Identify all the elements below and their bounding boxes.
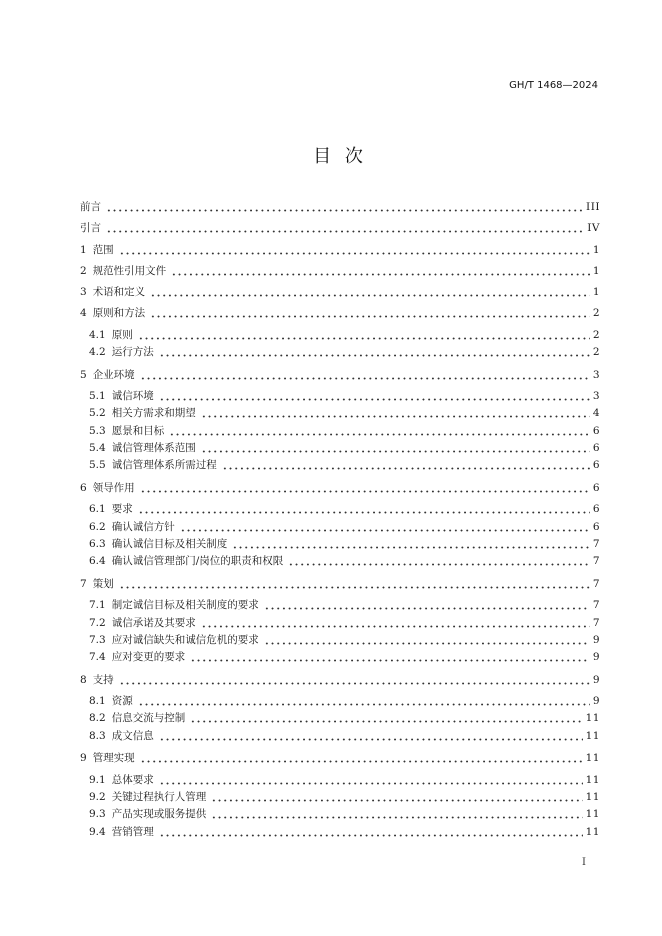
toc-subentry-title: 资源 <box>111 695 133 708</box>
toc-subentry-number: 7.1 <box>89 599 106 612</box>
toc-entry <box>80 576 600 593</box>
toc-entry-title: 术语和定义 <box>92 286 146 299</box>
toc-subentry-page: 11 <box>585 808 600 821</box>
toc-subentry-number: 5.1 <box>89 390 106 403</box>
toc-entry-title: 规范性引用文件 <box>92 264 167 277</box>
toc-entry-title: 管理实现 <box>92 752 135 765</box>
toc-subentry-page: 7 <box>592 555 600 568</box>
document-code-header: GH/T 1468—2024 <box>509 80 598 91</box>
toc-subentry <box>80 457 600 474</box>
toc-subentry-number: 9.1 <box>89 773 106 786</box>
dot-leader <box>190 710 582 727</box>
table-of-contents <box>80 199 600 841</box>
toc-subentry-title: 确认诚信目标及相关制度 <box>111 537 228 550</box>
toc-subentry-page: 11 <box>585 773 600 786</box>
toc-entry <box>80 750 600 767</box>
dot-leader <box>201 615 590 632</box>
dot-leader <box>159 344 590 361</box>
toc-entry-page: 3 <box>592 368 600 381</box>
toc-subentry <box>80 728 600 745</box>
toc-subentry-title: 诚信环境 <box>111 390 154 403</box>
dot-leader <box>150 305 590 322</box>
toc-subentry-number: 7.3 <box>89 633 106 646</box>
dot-leader <box>159 728 583 745</box>
toc-subentry-title: 应对变更的要求 <box>111 651 186 664</box>
toc-entry-page: 7 <box>592 577 600 590</box>
toc-entry-title: 领导作用 <box>92 481 135 494</box>
toc-subentry-title: 诚信承诺及其要求 <box>111 616 196 629</box>
dot-leader <box>171 263 590 280</box>
toc-entry-page: 9 <box>592 673 600 686</box>
toc-subentry-number: 7.2 <box>89 616 106 629</box>
toc-subentry <box>80 824 600 841</box>
dot-leader <box>159 388 590 405</box>
toc-subentry-page: 11 <box>585 791 600 804</box>
toc-entry-title: 引言 <box>80 222 101 235</box>
toc-subentry-title: 相关方需求和期望 <box>111 407 196 420</box>
toc-subentry <box>80 693 600 710</box>
toc-entry-number: 4 <box>80 307 87 320</box>
toc-subentry-page: 3 <box>592 390 600 403</box>
toc-subentry-number: 4.2 <box>89 346 106 359</box>
dot-leader <box>106 199 583 216</box>
toc-subentry <box>80 632 600 649</box>
toc-subentry <box>80 615 600 632</box>
toc-entry-title: 前言 <box>80 201 101 214</box>
toc-entry-number: 9 <box>80 752 87 765</box>
toc-subentry <box>80 536 600 553</box>
dot-leader <box>180 519 590 536</box>
dot-leader <box>138 693 590 710</box>
toc-entry-page: IV <box>587 222 600 235</box>
toc-subentry-page: 7 <box>592 537 600 550</box>
toc-subentry-page: 11 <box>585 712 600 725</box>
toc-subentry-page: 9 <box>592 695 600 708</box>
toc-subentry-page: 6 <box>592 442 600 454</box>
toc-subentry-number: 9.4 <box>89 825 106 838</box>
page-title: 目 次 <box>313 146 367 167</box>
toc-entry-page: 11 <box>585 752 600 765</box>
toc-entry-page: 1 <box>592 286 600 299</box>
toc-entry <box>80 480 600 497</box>
toc-entry-number: 1 <box>80 243 87 256</box>
toc-subentry-number: 5.2 <box>89 407 106 420</box>
dot-leader <box>150 284 590 301</box>
toc-subentry <box>80 344 600 361</box>
page-number: I <box>582 857 586 868</box>
toc-subentry-number: 9.2 <box>89 791 106 804</box>
toc-entry-number: 3 <box>80 286 87 299</box>
toc-subentry-number: 8.3 <box>89 729 106 742</box>
toc-entry <box>80 367 600 384</box>
dot-leader <box>159 772 583 789</box>
dot-leader <box>190 649 590 666</box>
toc-entry-number: 8 <box>80 673 87 686</box>
toc-subentry-title: 运行方法 <box>111 346 154 359</box>
toc-entry-number: 7 <box>80 577 87 590</box>
toc-subentry-title: 营销管理 <box>111 825 154 838</box>
toc-subentry <box>80 772 600 789</box>
toc-subentry-title: 产品实现或服务提供 <box>111 808 207 821</box>
toc-subentry-title: 关键过程执行人管理 <box>111 791 207 804</box>
toc-entry-title: 范围 <box>92 243 114 256</box>
toc-subentry-title: 原则 <box>111 328 133 341</box>
toc-entry <box>80 284 600 301</box>
toc-entry <box>80 672 600 689</box>
toc-entry-title: 企业环境 <box>92 368 135 381</box>
toc-subentry-page: 9 <box>592 633 600 646</box>
toc-subentry-page: 7 <box>592 616 600 629</box>
toc-subentry <box>80 806 600 823</box>
toc-subentry <box>80 423 600 440</box>
dot-leader <box>222 457 590 474</box>
toc-subentry-title: 诚信管理体系所需过程 <box>111 459 217 472</box>
toc-subentry <box>80 519 600 536</box>
toc-subentry-number: 6.4 <box>89 555 106 568</box>
toc-subentry-page: 2 <box>592 346 600 359</box>
dot-leader <box>288 553 590 570</box>
toc-entry-title: 支持 <box>92 673 114 686</box>
toc-subentry-number: 8.2 <box>89 712 106 725</box>
toc-subentry-page: 11 <box>585 729 600 742</box>
toc-subentry-number: 5.5 <box>89 459 106 472</box>
toc-subentry-title: 确认诚信管理部门/岗位的职责和权限 <box>111 555 284 568</box>
dot-leader <box>264 597 590 614</box>
dot-leader <box>159 824 583 841</box>
toc-subentry <box>80 710 600 727</box>
toc-entry-page: 2 <box>592 307 600 320</box>
toc-entry-number: 5 <box>80 368 87 381</box>
dot-leader <box>211 789 582 806</box>
toc-subentry <box>80 327 600 344</box>
toc-subentry-title: 愿景和目标 <box>111 424 165 437</box>
toc-subentry <box>80 405 600 422</box>
toc-subentry-page: 6 <box>592 459 600 472</box>
toc-entry-page: 6 <box>592 481 600 494</box>
dot-leader <box>264 632 590 649</box>
dot-leader <box>169 423 590 440</box>
toc-subentry-page: 6 <box>592 520 600 533</box>
dot-leader <box>106 220 584 237</box>
toc-entry-number: 2 <box>80 264 87 277</box>
toc-subentry-number: 6.1 <box>89 503 106 516</box>
toc-entry <box>80 263 600 280</box>
toc-subentry-number: 5.4 <box>89 442 106 454</box>
dot-leader <box>201 440 590 457</box>
dot-leader <box>211 806 582 823</box>
toc-subentry-number: 6.2 <box>89 520 106 533</box>
toc-subentry <box>80 553 600 570</box>
toc-subentry-title: 成文信息 <box>111 729 154 742</box>
toc-entry <box>80 305 600 322</box>
toc-subentry-title: 应对诚信缺失和诚信危机的要求 <box>111 633 259 646</box>
toc-entry-page: III <box>586 201 600 214</box>
toc-subentry-number: 8.1 <box>89 695 106 708</box>
dot-leader <box>201 405 590 422</box>
toc-entry-title: 策划 <box>92 577 114 590</box>
toc-subentry-page: 7 <box>592 599 600 612</box>
toc-subentry-page: 9 <box>592 651 600 664</box>
toc-entry <box>80 242 600 259</box>
dot-leader <box>140 367 590 384</box>
toc-subentry-title: 总体要求 <box>111 773 154 786</box>
toc-entry <box>80 220 600 237</box>
toc-subentry-number: 7.4 <box>89 651 106 664</box>
toc-subentry-page: 6 <box>592 503 600 516</box>
toc-subentry-title: 诚信管理体系范围 <box>111 442 196 454</box>
toc-entry-number: 6 <box>80 481 87 494</box>
toc-subentry-number: 4.1 <box>89 328 106 341</box>
toc-subentry-title: 确认诚信方针 <box>111 520 175 533</box>
toc-entry-title: 原则和方法 <box>92 307 146 320</box>
toc-subentry-page: 11 <box>585 825 600 838</box>
dot-leader <box>140 750 583 767</box>
dot-leader <box>232 536 590 553</box>
toc-subentry-number: 9.3 <box>89 808 106 821</box>
dot-leader <box>140 480 590 497</box>
toc-subentry-page: 2 <box>592 328 600 341</box>
toc-subentry <box>80 789 600 806</box>
dot-leader <box>119 242 590 259</box>
toc-subentry-title: 信息交流与控制 <box>111 712 186 725</box>
dot-leader <box>119 672 590 689</box>
toc-entry <box>80 199 600 216</box>
toc-entry-page: 1 <box>592 264 600 277</box>
toc-subentry <box>80 501 600 518</box>
toc-subentry <box>80 388 600 405</box>
dot-leader <box>138 501 590 518</box>
toc-subentry <box>80 649 600 666</box>
toc-subentry-number: 5.3 <box>89 424 106 437</box>
toc-subentry-title: 制定诚信目标及相关制度的要求 <box>111 599 259 612</box>
dot-leader <box>138 327 590 344</box>
toc-subentry-page: 6 <box>592 424 600 437</box>
toc-entry-page: 1 <box>592 243 600 256</box>
toc-subentry-title: 要求 <box>111 503 133 516</box>
toc-subentry <box>80 597 600 614</box>
toc-subentry-number: 6.3 <box>89 537 106 550</box>
toc-subentry-page: 4 <box>592 407 600 420</box>
toc-subentry <box>80 440 600 457</box>
dot-leader <box>119 576 590 593</box>
